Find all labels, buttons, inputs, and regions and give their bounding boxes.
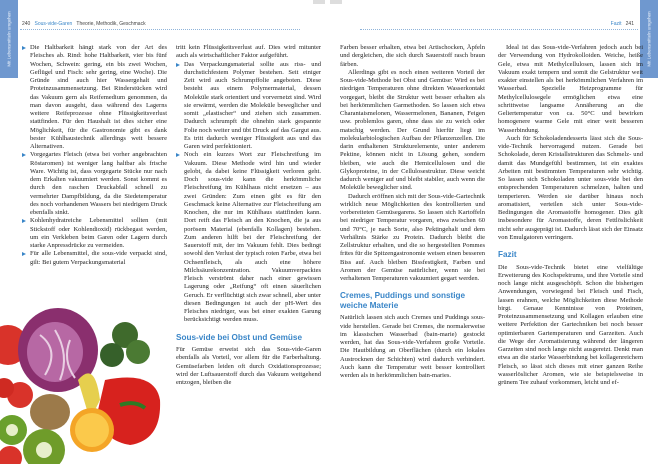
section-heading: Cremes, Puddings und sonstige weiche Materie bbox=[340, 291, 466, 310]
header-divider bbox=[360, 29, 638, 30]
running-header-right bbox=[611, 21, 634, 27]
vegetables-photo bbox=[0, 300, 165, 464]
bullet-item: Das Verpackungsmaterial sollte aus riss- und durchstichfestem Polymer bestehen. Seit einiger Zeit wird auch Schrumpffolie angeboten. Diese besteht aus einem Polymermaterial, dessen Moleküle stark orientiert und vorvernetzt sind. Wird sie erwärmt, werden die Moleküle beweglicher und somit „elastischer“ und ziehen sich zusammen. Dadurch schrumpft die ohnehin stark gespannte Folie noch weiter und übt Druck auf das Gargut aus. Es tritt dadurch weniger Flüssigkeit aus und das Garen wird perfektioniert. bbox=[176, 61, 321, 152]
paragraph: Für Gemüse erweist sich das Sous-vide-Garen ebenfalls als Vorteil, vor allem für die Farberhaltung. Gemüsefarben leiden oft durch Oxidationsprozesse; wird der Luftsauerstoff durch das Vakuum weitgehend entzogen, bleiben die bbox=[176, 346, 321, 386]
paragraph: Natürlich lassen sich auch Cremes und Puddings sous-vide herstellen. Gerade bei Cremes, die normalerweise im klassischen Wasserbad (bain-marie) gestockt werden, hat das Sous-vide-Verfahren große Vorteile. Die Hautbildung an Oberflächen (durch ein lokales Austrocknen der Schichten) wird dadurch verhindert. Auch kann die Temperatur weit besser kontrolliert werden als in herkömmlichen bain-maries. bbox=[340, 314, 485, 379]
page-number: 240 bbox=[22, 21, 31, 27]
left-column-1 bbox=[22, 44, 167, 267]
paragraph: Die Sous-vide-Technik bietet eine vielfältige Erweiterung des Kochspektrums, und ihre Vorteile sind noch lange nicht ausgeschöpft. Schon die bisherigen Anwendungen, vorwiegend bei Fleisch und Fisch, lassen erahnen, welche Möglichkeiten diese Methode birgt. Genaue Kenntnisse von Proteinen, Proteinzusammensetzung und Kollagen erlauben eine weitere Perfektion der Gartechniken bei noch besser optimierbaren Gartemperaturen und Garzeiten. Auch die Wege der Aromatisierung während der längeren Garzeiten sind noch lange nicht ausgereizt. Denkt man etwa an die starke Wasserbindung bei kollagenreichem Fleisch, so lässt sich dieses mit einer ganzen Reihe wasserlöslicher Aromen, wie sie beispielsweise in grünem Tee zuhauf vorkommen, leicht und ef- bbox=[498, 263, 643, 386]
bullet-item: Vorgegartes Fleisch (etwa bei vorher angebrachten Röstaromen) ist weniger lang haltbar als frische Ware. Wichtig ist, dass vorgegarte Stücke nur nach dem Erkalten vakuumiert werden. Sonst kommt es durch den raschen Druckabfall schnell zu vermehrter Dampfbildung, da die Siedetemperatur des noch vorhandenen Wassers bei niedrigem Druck ebenfalls sinkt. bbox=[22, 151, 167, 217]
bullet-item: Noch ein kurzes Wort zur Fleischreifung im Vakuum. Diese Methode wird hin und wieder gelobt, da dabei keine Flüssigkeit verloren geht. Doch sous-vide kann die herkömmliche Fleischreifung im Kühlhaus nicht ersetzen – aus zwei Gründen: Zum einen gibt es für den Geschmack keine Alternative zur Fleischreifung am Knochen, die nur im Kühlhaus stattfinden kann. Dort reift das Fleisch an den Knochen, die ja aus porösem Material (ebenfalls Kollagen) bestehen. Zum anderen hilft bei der Fleischreifung der Sauerstoff mit, der im Vakuum fehlt. Dies bedingt sowohl den Verlust der typisch roten Farbe, etwa bei Ochsenfleisch, als auch eine höhere Milchsäurekonzentration. Vakuumverpacktes Fleisch verströmt daher nach einer gewissen Lagerung oder „Reifung“ oft einen säuerlichen Geruch. Er verflüchtigt sich zwar schnell, aber unter diesen Bedingungen ist auch der pH-Wert des Fleisches niedriger, was bei einer exakten Garung berücksichtigt werden muss. bbox=[176, 151, 321, 324]
right-column-1 bbox=[340, 44, 485, 380]
paragraph: Dadurch eröffnen sich mit der Sous-vide-Gartechnik wirklich neue Möglichkeiten des kontrollierten und vorbereiteten Gemüsegarens. So lassen sich Kartoffeln bei niedriger Temperatur vorgaren, etwa zwischen 60 und 70°C, je nach Sorte, also Pektingehalt und dem Verhältnis Stärke zu Protein. Dadurch bleibt die Zellstruktur erhalten, und die so hergestellten Pommes frites für die Spitzengastronomie weisen einen besseren Biss auf. Auch bleiben Bissfestigkeit, Farben und Aromen der Gemüse natürlicher, wenn sie bei verhaltenen Temperaturen vakuumiert gegart werden. bbox=[340, 192, 485, 282]
paragraph: Auch für Schokoladendesserts lässt sich die Sous-vide-Technik hervorragend nutzen. Gerade bei Schokolade, deren Kristallstrukturen das Schmelz- und damit das Mundgefühl bestimmen, ist ein exaktes Arbeiten mit bestimmten Temperaturen sehr wichtig. So lassen sich Schokoladen unter sous-vide bei den entsprechenden Temperaturen schmelzen, halten und temperieren. Werden sie darüber hinaus noch aromatisiert, verteilen sich unter Sous-vide-Bedingungen die Aromastoffe homogener. Dies gilt insbesondere für Aromastoffe, deren Fettlöslichkeit nicht sehr ausgeprägt ist. Dadurch lässt sich der Einsatz von Emulgatoren verringern. bbox=[498, 134, 643, 241]
page-number: 241 bbox=[625, 21, 634, 27]
left-column-2 bbox=[176, 44, 321, 387]
paragraph: Ideal ist das Sous-vide-Verfahren jedoch auch bei der Verwendung von Hydrokolloiden. Weiche, heiße Gele, etwa mit Methylcellulosen, lassen sich im Vakuum exakt tempern und somit die Gelstruktur weit exakter einstellen als bei herkömmlichen Verfahren im Wasserbad. Spezielle Heizprogramme für Methylcellulosegele ermöglichen etwa eine schrittweise langsame Annäherung an die Geliertemperatur von ca. 50°C und bewirken homogenere warme Gele mit einer weit besseren Wasserbindung. bbox=[498, 44, 643, 134]
running-header-left bbox=[22, 21, 146, 27]
side-tab-label: Mit Lebensmitteln umgehen bbox=[646, 11, 652, 67]
section-heading: Fazit bbox=[498, 250, 517, 259]
side-tab-label: Mit Lebensmitteln umgehen bbox=[6, 11, 12, 67]
paragraph: Farben besser erhalten, etwa bei Artischocken, Äpfeln und dergleichen, die sich durch Sauerstoff rasch braun färben. bbox=[340, 44, 485, 68]
paragraph: tritt kein Flüssigkeitsverlust auf. Dies wird mitunter auch als wirtschaftlicher Faktor aufgeführt. bbox=[176, 44, 321, 60]
paragraph: Allerdings gibt es noch einen weiteren Vorteil der Sous-vide-Methode bei Obst und Gemüse: Wird es bei niedrigen Temperaturen ohne direkten Wasserkontakt vorgegart, bleibt die Struktur weit besser erhalten als bei herkömmlichen Garmethoden. So lassen sich etwa Charantaismelonen, Wassermelonen, Bananen, Feigen usw. problemlos garen, ohne dass sie zu weich oder matschig werden. Der Grund hierfür liegt im molekularbiologischen Aufbau der Pflanzenzellen. Die darin enthaltenen Strukturelemente, unter anderem Pektine, können nicht in Lösung gehen, sondern bleiben, wie auch die Hemicellulosen und die Glykoproteine, in der Cellulosestruktur. Diese weicht dadurch weniger auf und bleibt stabiler, auch wenn die Moleküle beweglicher sind. bbox=[340, 68, 485, 192]
page-corner-mark bbox=[330, 0, 342, 4]
page-corner-mark bbox=[313, 0, 325, 4]
chapter-subtitle: Theorie, Methodik, Geschmack bbox=[76, 21, 146, 27]
bullet-item: Die Haltbarkeit hängt stark von der Art des Fleisches ab. Rind: hohe Haltbarkeit, vier bis fünf Wochen, Schwein: gering, ein bis zwei Wochen, Geflügel und Fisch: sehr gering, eine Woche). Die Gründe sind auch hier Wassergehalt und Proteinzusammensetzung. Bei Rinderstücken wird das Vakuum gern als Reifemedium genommen, da man davon ausgeht, dass während des Lagerns weitere Reifeprozesse ohne Flüssigkeitsverlust stattfinden. Für den Haushalt ist dies sicher eine Möglichkeit, für die Gastronomie gibt es dank bester Kühlhaustechnik allerdings weit bessere Alternativen. bbox=[22, 44, 167, 151]
right-column-2 bbox=[498, 44, 643, 387]
bullet-item: Für alle Lebensmittel, die sous-vide verpackt sind, gilt: Bei gutem Verpackungsmaterial bbox=[22, 250, 167, 267]
section-title: Fazit bbox=[610, 21, 622, 27]
header-divider bbox=[20, 29, 300, 30]
chapter-title: Sous-vide-Garen bbox=[34, 21, 73, 27]
section-heading: Sous-vide bei Obst und Gemüse bbox=[176, 332, 303, 342]
side-tab-left bbox=[0, 0, 18, 78]
bullet-item: Kohlenhydratreiche Lebensmittel sollten (mit Stickstoff oder Kohlendioxid) rückbegast werden, um ein Verkleben beim Garen oder Lagern durch starke Anpressdrücke zu vermeiden. bbox=[22, 217, 167, 250]
